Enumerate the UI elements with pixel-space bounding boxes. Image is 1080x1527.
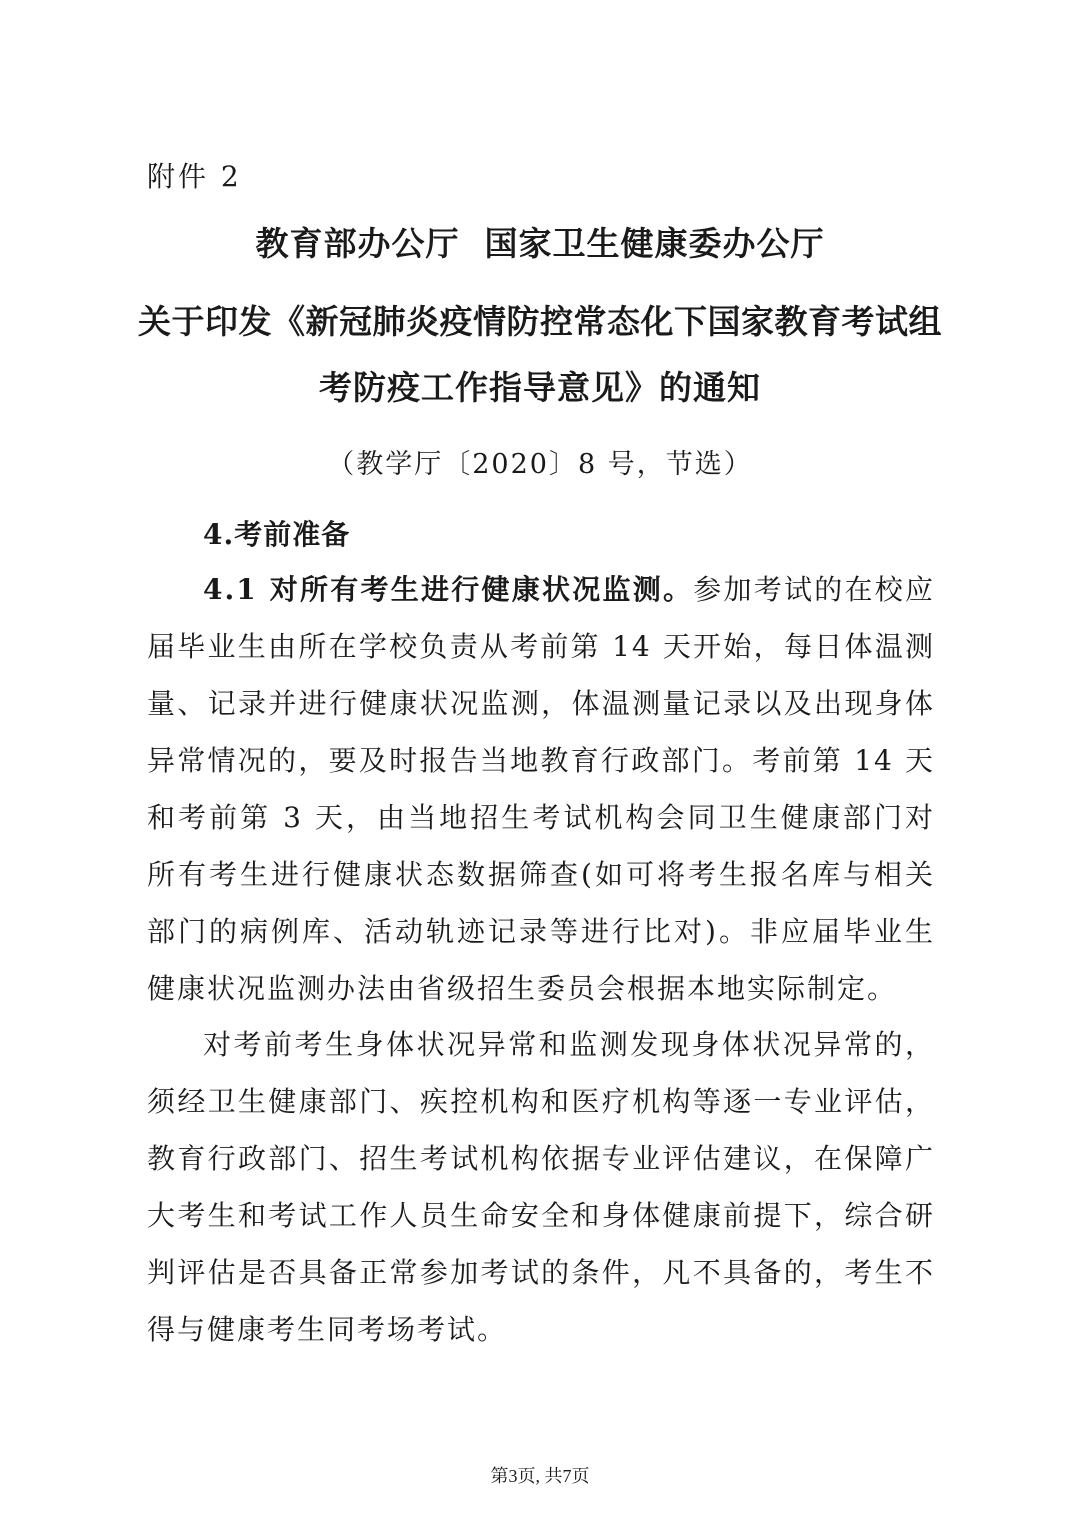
page-footer: 第3页, 共7页 xyxy=(490,1466,590,1486)
title-line-1: 教育部办公厅 国家卫生健康委办公厅 xyxy=(255,224,825,263)
attachment-label: 附件 2 xyxy=(147,160,242,193)
paragraph-2: 对考前考生身体状况异常和监测发现身体状况异常的，须经卫生健康部门、疾控机构和医疗机构等逐一专业评估，教育行政部门、招生考试机构依据专业评估建议，在保障广大考生和考试工作人员生命安全和身体健康前提下，综合研判评估是否具备正常参加考试的条件，凡不具备的，考生不得与健康考生同考场考试。 xyxy=(147,1028,935,1346)
paragraph-1-lead: 4.1 对所有考生进行健康状况监测。 xyxy=(203,573,694,606)
section-heading: 4.考前准备 xyxy=(203,518,351,551)
paragraph-1-body: 参加考试的在校应届毕业生由所在学校负责从考前第 14 天开始，每日体温测量、记录并进行健康状况监测，体温测量记录以及出现身体异常情况的，要及时报告当地教育行政部门。考前第 14 天和考前第 3 天，由当地招生考试机构会同卫生健康部门对所有考生进行健康状态数据筛查(如可将考生报名库与相关部门的病例库、活动轨迹记录等进行比对)。非应届毕业生健康状况监测办法由省级招生委员会根据本地实际制定。 xyxy=(147,573,935,1005)
title-line-2: 关于印发《新冠肺炎疫情防控常态化下国家教育考试组 xyxy=(138,302,942,341)
document-number: （教学厅〔2020〕8 号，节选） xyxy=(327,449,753,480)
title-line-3: 考防疫工作指导意见》的通知 xyxy=(319,368,761,407)
paragraph-1 xyxy=(147,561,935,1017)
